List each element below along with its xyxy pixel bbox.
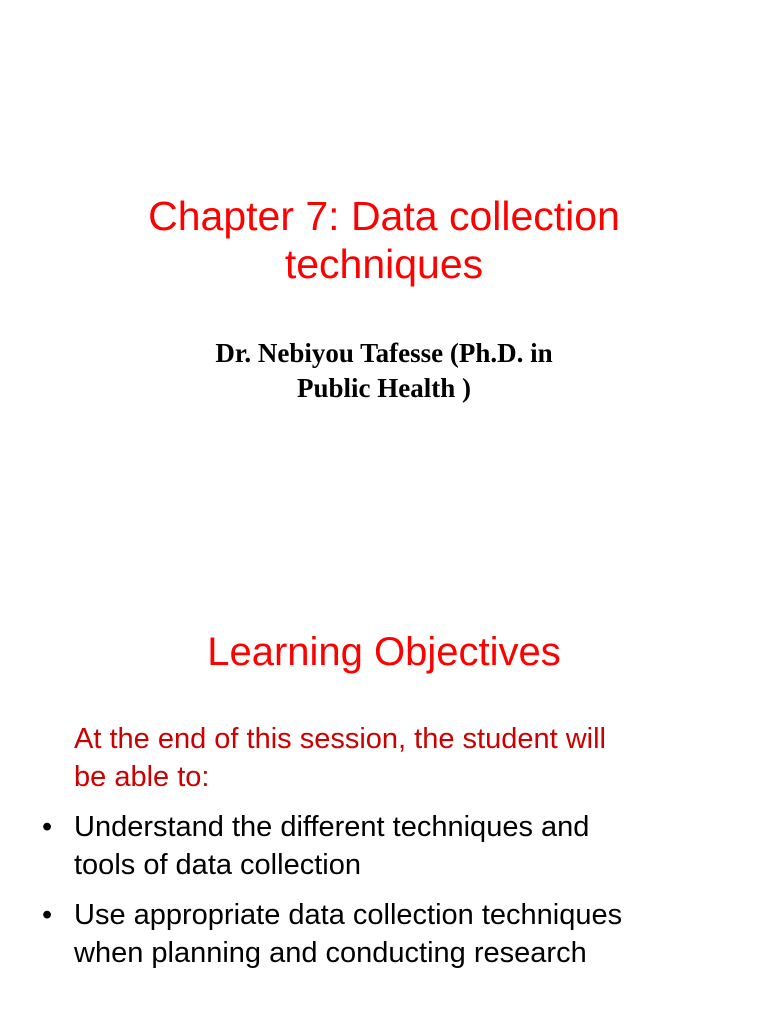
chapter-title <box>0 192 768 288</box>
objectives-list <box>42 808 742 984</box>
slide-learning-objectives <box>0 560 768 1024</box>
objective-line-1: Understand the different techniques and <box>74 811 590 843</box>
bullet-dot-icon: • <box>42 811 53 843</box>
objectives-intro <box>74 720 734 796</box>
author-credit-line-2: Public Health ) <box>297 373 471 403</box>
objectives-intro-line-2: be able to: <box>74 761 210 793</box>
author-credit-line-1: Dr. Nebiyou Tafesse (Ph.D. in <box>215 338 553 368</box>
chapter-title-line-1: Chapter 7: Data collection <box>148 193 620 239</box>
objective-line-1: Use appropriate data collection techniques <box>74 899 623 931</box>
author-credit <box>0 336 768 406</box>
objective-item <box>42 896 742 972</box>
objectives-intro-line-1: At the end of this session, the student will <box>74 723 606 755</box>
chapter-title-line-2: techniques <box>284 241 484 287</box>
objective-line-2: tools of data collection <box>74 849 361 881</box>
objective-line-2: when planning and conducting research <box>74 937 587 969</box>
objective-item <box>42 808 742 884</box>
objectives-heading: Learning Objectives <box>207 630 561 674</box>
bullet-dot-icon: • <box>42 899 53 931</box>
